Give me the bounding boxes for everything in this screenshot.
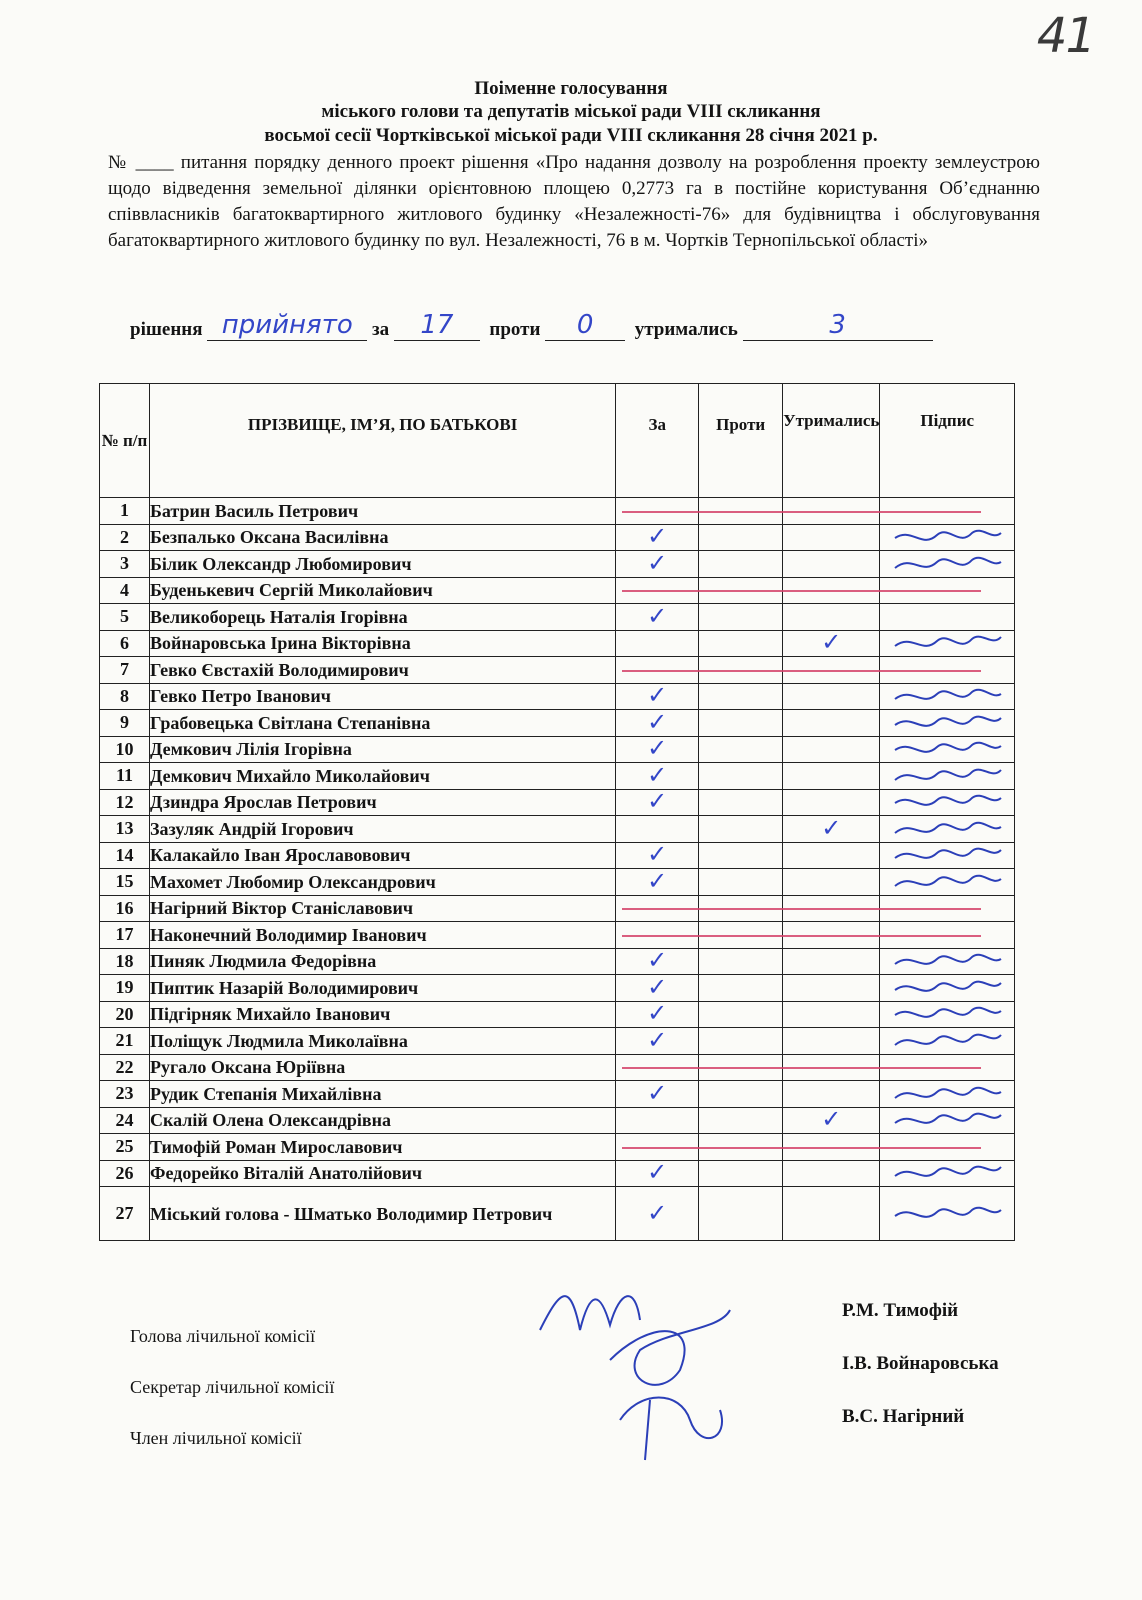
vote-for-cell [616, 816, 699, 843]
vote-abstain-cell [783, 1028, 880, 1055]
table-row [100, 630, 1015, 657]
vote-against-cell [699, 736, 783, 763]
row-number: 7 [100, 657, 150, 684]
signature-cell [880, 763, 1015, 790]
vote-for-cell [616, 869, 699, 896]
signature-cell [880, 736, 1015, 763]
checkmark-icon: ✓ [647, 524, 668, 551]
handwritten-signature [887, 843, 1007, 867]
col-num-header: № п/п [100, 384, 150, 498]
checkmark-icon: ✓ [647, 868, 668, 895]
signature-stroke [895, 769, 1001, 779]
col-for-header: За [616, 384, 699, 498]
member-name: Рудик Степанія Михайлівна [150, 1081, 616, 1108]
member-name: Підгірняк Михайло Іванович [150, 1001, 616, 1028]
checkmark-icon: ✓ [647, 974, 668, 1001]
vote-summary [130, 312, 933, 341]
handwritten-signature [887, 1029, 1007, 1053]
vote-abstain-cell [783, 948, 880, 975]
signature-cell [880, 869, 1015, 896]
signature-stroke [895, 1008, 1001, 1017]
row-number: 27 [100, 1187, 150, 1241]
signature-stroke [895, 875, 1001, 885]
vote-against-cell [699, 975, 783, 1002]
vote-abstain-cell [783, 816, 880, 843]
vote-for-cell [616, 975, 699, 1002]
table-row [100, 736, 1015, 763]
member-name: Нагірний Віктор Станіславович [150, 895, 616, 922]
vote-against-cell [699, 1001, 783, 1028]
signature-stroke [895, 557, 1001, 567]
vote-abstain-cell [783, 1107, 880, 1134]
signature-stroke [895, 1114, 1001, 1123]
row-number: 3 [100, 551, 150, 578]
checkmark-icon: ✓ [647, 1001, 668, 1028]
table-row [100, 604, 1015, 631]
vote-abstain-cell [783, 736, 880, 763]
vote-against-cell [699, 1160, 783, 1187]
vote-abstain-cell [783, 763, 880, 790]
table-row [100, 1187, 1015, 1241]
col-abstain-header: Утримались [783, 384, 880, 498]
signature-stroke [895, 1207, 1001, 1216]
row-number: 23 [100, 1081, 150, 1108]
checkmark-icon: ✓ [821, 815, 842, 842]
doc-subtitle-2: восьмої сесії Чортківської міської ради VIII скликання 28 січня 2021 р. [264, 125, 878, 146]
vote-for-cell [616, 630, 699, 657]
member-signature [620, 1398, 722, 1461]
vote-against-cell [699, 869, 783, 896]
handwritten-signature [887, 817, 1007, 841]
vote-abstain-cell [783, 1081, 880, 1108]
table-row [100, 789, 1015, 816]
commission-signatures [530, 1270, 760, 1470]
vote-for-cell [616, 551, 699, 578]
handwritten-signature [887, 870, 1007, 894]
vote-against-cell [699, 763, 783, 790]
absent-strike-line [622, 935, 981, 937]
doc-title: Поіменне голосування [474, 78, 668, 99]
checkmark-icon: ✓ [647, 1080, 668, 1107]
member-name: Пиптик Назарій Володимирович [150, 975, 616, 1002]
chair-signature [540, 1296, 640, 1330]
vote-against-cell [699, 710, 783, 737]
handwritten-signature [887, 1161, 1007, 1185]
checkmark-icon: ✓ [647, 736, 668, 763]
vote-against-cell [699, 1107, 783, 1134]
vote-against-cell [699, 1028, 783, 1055]
absent-strike-line [622, 1067, 981, 1069]
member-name: Войнаровська Ірина Вікторівна [150, 630, 616, 657]
checkmark-icon: ✓ [647, 550, 668, 577]
checkmark-icon: ✓ [647, 709, 668, 736]
chair-name: Р.М. Тимофій [842, 1300, 959, 1321]
absent-strike-line [622, 590, 981, 592]
row-number: 2 [100, 524, 150, 551]
absent-strike-line [622, 1147, 981, 1149]
vote-against-cell [699, 842, 783, 869]
member-name: Буденькевич Сергій Миколайович [150, 577, 616, 604]
member-name: Скалій Олена Олександрівна [150, 1107, 616, 1134]
col-against-header: Проти [699, 384, 783, 498]
vote-for-cell [616, 1160, 699, 1187]
table-row [100, 842, 1015, 869]
handwritten-signature [887, 631, 1007, 655]
signature-stroke [895, 955, 1001, 964]
member-name: Демкович Михайло Миколайович [150, 763, 616, 790]
row-number: 6 [100, 630, 150, 657]
vote-for-cell [616, 842, 699, 869]
signature-stroke [895, 690, 1001, 699]
member-name: Федорейко Віталій Анатолійович [150, 1160, 616, 1187]
checkmark-icon: ✓ [647, 1200, 668, 1227]
for-value: 17 [394, 312, 480, 341]
signature-stroke [895, 1034, 1001, 1044]
checkmark-icon: ✓ [647, 603, 668, 630]
vote-against-cell [699, 789, 783, 816]
question-text: № ____ питання порядку денного проект рішення «Про надання дозволу на розроблення проекту землеустрою щодо відведення земельної ділянки орієнтовною площею 0,2773 га в постійне користування Об’єднанню співвласників багатоквартирного житлового будинку «Незалежності-76» для будівництва і обслуговування багатоквартирного житлового будинку по вул. Незалежності, 76 в м. Чортків Тернопільської області» [108, 152, 1040, 251]
row-number: 20 [100, 1001, 150, 1028]
vote-against-cell [699, 1187, 783, 1241]
vote-abstain-cell [783, 683, 880, 710]
member-name: Махомет Любомир Олександрович [150, 869, 616, 896]
checkmark-icon: ✓ [821, 1107, 842, 1134]
vote-against-cell [699, 630, 783, 657]
handwritten-signature [887, 1202, 1007, 1226]
row-number: 14 [100, 842, 150, 869]
row-number: 1 [100, 498, 150, 525]
table-row [100, 710, 1015, 737]
signature-cell [880, 524, 1015, 551]
signature-cell [880, 683, 1015, 710]
member-name: Пиняк Людмила Федорівна [150, 948, 616, 975]
row-number: 12 [100, 789, 150, 816]
vote-for-cell [616, 1081, 699, 1108]
signature-stroke [895, 796, 1001, 805]
handwritten-signature [887, 1002, 1007, 1026]
vote-for-cell [616, 683, 699, 710]
row-number: 19 [100, 975, 150, 1002]
signature-cell [880, 948, 1015, 975]
vote-for-cell [616, 710, 699, 737]
vote-abstain-cell [783, 524, 880, 551]
member-name: Гевко Петро Іванович [150, 683, 616, 710]
vote-against-cell [699, 604, 783, 631]
vote-for-cell [616, 604, 699, 631]
chair-label: Голова лічильної комісії [130, 1326, 316, 1346]
member-name: Дзиндра Ярослав Петрович [150, 789, 616, 816]
vote-for-cell [616, 736, 699, 763]
row-number: 17 [100, 922, 150, 949]
table-row [100, 683, 1015, 710]
row-number: 21 [100, 1028, 150, 1055]
signature-cell [880, 789, 1015, 816]
handwritten-signature [887, 711, 1007, 735]
member-name: Гевко Євстахій Володимирович [150, 657, 616, 684]
signature-cell [880, 710, 1015, 737]
handwritten-signature [887, 737, 1007, 761]
member-name: Калакайло Іван Ярославовович [150, 842, 616, 869]
member-name: Ругало Оксана Юріївна [150, 1054, 616, 1081]
member-name: Міський голова - Шматько Володимир Петрович [150, 1187, 616, 1241]
signature-stroke [895, 822, 1001, 832]
table-row [100, 1107, 1015, 1134]
signature-cell [880, 630, 1015, 657]
signature-cell [880, 1187, 1015, 1241]
member-name: Демкович Лілія Ігорівна [150, 736, 616, 763]
signature-cell [880, 1001, 1015, 1028]
vote-against-cell [699, 683, 783, 710]
absent-strike-line [622, 670, 981, 672]
absent-strike-line [622, 908, 981, 910]
signature-stroke [895, 849, 1001, 858]
member-name: Білик Олександр Любомирович [150, 551, 616, 578]
row-number: 11 [100, 763, 150, 790]
decision-value: прийнято [207, 312, 367, 341]
member-name: Грабовецька Світлана Степанівна [150, 710, 616, 737]
vote-abstain-cell [783, 869, 880, 896]
abstain-value: 3 [743, 312, 933, 341]
member-name: Поліщук Людмила Миколаївна [150, 1028, 616, 1055]
vote-against-cell [699, 524, 783, 551]
for-label: за [372, 319, 390, 340]
signature-stroke [895, 743, 1001, 752]
handwritten-signature [887, 976, 1007, 1000]
checkmark-icon: ✓ [821, 630, 842, 657]
vote-for-cell [616, 789, 699, 816]
checkmark-icon: ✓ [647, 1027, 668, 1054]
against-value: 0 [545, 312, 625, 341]
handwritten-signature [887, 1082, 1007, 1106]
vote-abstain-cell [783, 789, 880, 816]
doc-subtitle-1: міського голови та депутатів міської ради VIII скликання [321, 101, 821, 122]
vote-abstain-cell [783, 604, 880, 631]
handwritten-signature [887, 525, 1007, 549]
vote-abstain-cell [783, 975, 880, 1002]
signature-stroke [895, 981, 1001, 990]
vote-abstain-cell [783, 1001, 880, 1028]
row-number: 10 [100, 736, 150, 763]
checkmark-icon: ✓ [647, 948, 668, 975]
signature-cell [880, 551, 1015, 578]
signature-cell [880, 1028, 1015, 1055]
signature-cell [880, 1160, 1015, 1187]
member-name: Батрин Василь Петрович [150, 498, 616, 525]
checkmark-icon: ✓ [647, 1160, 668, 1187]
vote-abstain-cell [783, 1187, 880, 1241]
handwritten-signature [887, 684, 1007, 708]
table-row [100, 1028, 1015, 1055]
table-row [100, 1081, 1015, 1108]
signature-cell [880, 842, 1015, 869]
page-number: 41 [1036, 8, 1094, 64]
member-name: Тимофій Роман Мирославович [150, 1134, 616, 1161]
member-name: Великоборець Наталія Ігорівна [150, 604, 616, 631]
vote-against-cell [699, 816, 783, 843]
vote-against-cell [699, 948, 783, 975]
member-name: Безпалько Оксана Василівна [150, 524, 616, 551]
row-number: 9 [100, 710, 150, 737]
handwritten-signature [887, 1108, 1007, 1132]
member-name: Наконечний Володимир Іванович [150, 922, 616, 949]
vote-abstain-cell [783, 630, 880, 657]
against-label: проти [489, 319, 541, 340]
signature-cell [880, 1081, 1015, 1108]
member-name: Зазуляк Андрій Ігорович [150, 816, 616, 843]
signature-stroke [895, 1167, 1001, 1176]
row-number: 16 [100, 895, 150, 922]
vote-for-cell [616, 948, 699, 975]
row-number: 13 [100, 816, 150, 843]
signature-stroke [895, 637, 1001, 646]
signature-cell [880, 1107, 1015, 1134]
table-row [100, 816, 1015, 843]
checkmark-icon: ✓ [647, 789, 668, 816]
member-label: Член лічильної комісії [130, 1428, 302, 1448]
signature-stroke [895, 1087, 1001, 1097]
vote-for-cell [616, 524, 699, 551]
decision-label: рішення [130, 319, 203, 340]
vote-against-cell [699, 1081, 783, 1108]
row-number: 15 [100, 869, 150, 896]
row-number: 8 [100, 683, 150, 710]
abstain-label: утримались [634, 319, 738, 340]
handwritten-signature [887, 552, 1007, 576]
col-name-header: ПРІЗВИЩЕ, ІМ’Я, ПО БАТЬКОВІ [150, 384, 616, 498]
table-row [100, 975, 1015, 1002]
handwritten-signature [887, 764, 1007, 788]
handwritten-signature [887, 790, 1007, 814]
row-number: 25 [100, 1134, 150, 1161]
row-number: 22 [100, 1054, 150, 1081]
table-row [100, 551, 1015, 578]
signature-stroke [895, 716, 1001, 725]
handwritten-signature [887, 949, 1007, 973]
member-name: В.С. Нагірний [842, 1406, 965, 1427]
vote-abstain-cell [783, 842, 880, 869]
vote-against-cell [699, 551, 783, 578]
signature-cell [880, 604, 1015, 631]
table-row [100, 869, 1015, 896]
secretary-signature [610, 1310, 730, 1385]
signature-cell [880, 975, 1015, 1002]
vote-abstain-cell [783, 710, 880, 737]
row-number: 5 [100, 604, 150, 631]
row-number: 26 [100, 1160, 150, 1187]
vote-abstain-cell [783, 1160, 880, 1187]
table-row [100, 524, 1015, 551]
table-row [100, 763, 1015, 790]
checkmark-icon: ✓ [647, 842, 668, 869]
signature-cell [880, 816, 1015, 843]
vote-for-cell [616, 1001, 699, 1028]
vote-for-cell [616, 1187, 699, 1241]
checkmark-icon: ✓ [647, 762, 668, 789]
col-signature-header: Підпис [880, 384, 1015, 498]
vote-for-cell [616, 1028, 699, 1055]
secretary-name: І.В. Войнаровська [842, 1353, 999, 1374]
row-number: 18 [100, 948, 150, 975]
secretary-label: Секретар лічильної комісії [130, 1377, 335, 1397]
vote-for-cell [616, 1107, 699, 1134]
signature-stroke [895, 531, 1001, 540]
absent-strike-line [622, 511, 981, 513]
row-number: 4 [100, 577, 150, 604]
vote-abstain-cell [783, 551, 880, 578]
table-row [100, 948, 1015, 975]
row-number: 24 [100, 1107, 150, 1134]
table-row [100, 1001, 1015, 1028]
table-row [100, 1160, 1015, 1187]
vote-for-cell [616, 763, 699, 790]
checkmark-icon: ✓ [647, 683, 668, 710]
